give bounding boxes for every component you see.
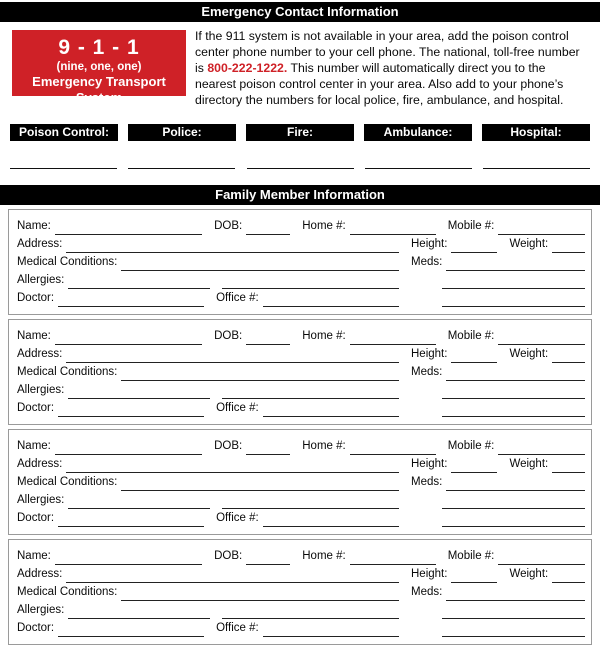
911-subtitle: Emergency Transport System (32, 74, 166, 105)
member-row-doctor (17, 289, 585, 307)
medical-conditions-field-line[interactable] (121, 367, 399, 381)
office-phone-label: Office #: (216, 512, 259, 524)
doctor-label: Doctor: (17, 622, 55, 634)
family-section-header-bar (0, 185, 600, 205)
weight-field-line[interactable] (552, 569, 585, 583)
911-number: 9 - 1 - 1 (58, 36, 140, 59)
meds-label: Meds: (411, 256, 443, 268)
dob-label: DOB: (214, 220, 243, 232)
meds-group (399, 474, 585, 491)
meds-field-line[interactable] (446, 477, 585, 491)
home-phone-field-line[interactable] (350, 551, 436, 565)
height-field-line[interactable] (451, 349, 497, 363)
meds-continuation-group (399, 513, 585, 527)
home-phone-field-line[interactable] (350, 441, 436, 455)
meds-continuation-line[interactable] (442, 605, 585, 619)
mobile-phone-field-line[interactable] (498, 221, 585, 235)
member-row-name (17, 437, 585, 455)
home-phone-label: Home #: (302, 440, 346, 452)
office-phone-field-line[interactable] (263, 403, 399, 417)
weight-label: Weight: (509, 458, 549, 470)
allergies-group (17, 272, 399, 289)
member-row-address (17, 235, 585, 253)
name-label: Name: (17, 440, 51, 452)
contact-label-box: Poison Control: (10, 124, 118, 141)
instructions-paragraph (195, 28, 588, 108)
address-field-line[interactable] (66, 459, 399, 473)
meds-continuation-group (399, 385, 585, 399)
meds-continuation-group (399, 623, 585, 637)
medical-conditions-group (17, 364, 399, 381)
meds-group (399, 364, 585, 381)
allergies-continuation-line[interactable] (222, 495, 399, 509)
address-group (17, 346, 399, 363)
address-field-line[interactable] (66, 349, 399, 363)
medical-conditions-label: Medical Conditions: (17, 366, 118, 378)
doctor-label: Doctor: (17, 402, 55, 414)
meds-label: Meds: (411, 586, 443, 598)
allergies-continuation-line[interactable] (222, 275, 399, 289)
member-row-address (17, 345, 585, 363)
allergies-label: Allergies: (17, 604, 65, 616)
height-field-line[interactable] (451, 239, 497, 253)
height-weight-group (399, 456, 585, 473)
contact-writein-line[interactable] (128, 168, 235, 169)
mobile-phone-label: Mobile #: (447, 440, 495, 452)
allergies-field-line[interactable] (68, 385, 210, 399)
meds-continuation-line[interactable] (442, 495, 585, 509)
member-row-medical (17, 473, 585, 491)
doctor-label: Doctor: (17, 512, 55, 524)
address-group (17, 456, 399, 473)
medical-conditions-label: Medical Conditions: (17, 476, 118, 488)
allergies-field-line[interactable] (68, 495, 210, 509)
allergies-group (17, 492, 399, 509)
member-row-doctor (17, 399, 585, 417)
address-field-line[interactable] (66, 569, 399, 583)
mobile-phone-label: Mobile #: (447, 330, 495, 342)
medical-conditions-group (17, 474, 399, 491)
weight-label: Weight: (509, 348, 549, 360)
dob-field-line[interactable] (246, 551, 290, 565)
meds-field-line[interactable] (446, 257, 585, 271)
page-title: Emergency Contact Information (201, 4, 399, 19)
dob-field-line[interactable] (246, 441, 290, 455)
member-row-name (17, 547, 585, 565)
meds-group (399, 584, 585, 601)
mobile-phone-field-line[interactable] (498, 551, 585, 565)
home-phone-label: Home #: (302, 330, 346, 342)
intro-section (12, 30, 588, 108)
address-field-line[interactable] (66, 239, 399, 253)
height-label: Height: (411, 458, 448, 470)
address-group (17, 236, 399, 253)
name-field-line[interactable] (55, 331, 202, 345)
mobile-phone-label: Mobile #: (447, 550, 495, 562)
name-label: Name: (17, 220, 51, 232)
meds-continuation-group (399, 403, 585, 417)
dob-label: DOB: (214, 550, 243, 562)
address-label: Address: (17, 238, 63, 250)
office-phone-label: Office #: (216, 622, 259, 634)
height-weight-group (399, 346, 585, 363)
height-weight-group (399, 236, 585, 253)
height-label: Height: (411, 568, 448, 580)
allergies-field-line[interactable] (68, 275, 210, 289)
meds-continuation-line[interactable] (442, 275, 585, 289)
contact-writein-lines-row (10, 168, 590, 169)
mobile-phone-label: Mobile #: (447, 220, 495, 232)
contact-label-box: Fire: (246, 124, 354, 141)
family-members-list (8, 209, 592, 645)
dob-label: DOB: (214, 330, 243, 342)
address-group (17, 566, 399, 583)
medical-conditions-field-line[interactable] (121, 477, 399, 491)
poison-control-phone-number: 800-222-1222. (207, 61, 288, 75)
allergies-group (17, 382, 399, 399)
weight-field-line[interactable] (552, 349, 585, 363)
office-phone-field-line[interactable] (263, 513, 399, 527)
instructions-text-before: If the 911 system is not available in your area, add the poison control center phone number to your cell phone. The national, toll-free number is (195, 29, 580, 75)
contact-writein-line[interactable] (10, 168, 117, 169)
name-field-line[interactable] (55, 441, 202, 455)
medical-conditions-group (17, 584, 399, 601)
instructions-text-after: This number will automatically direct you to the nearest poison control center in your area. Also add to your phone’s directory the numbers for local police, fire, ambulance, and hospital. (195, 61, 564, 107)
height-weight-group (399, 566, 585, 583)
meds-continuation-group (399, 275, 585, 289)
doctor-group (17, 290, 399, 307)
weight-label: Weight: (509, 568, 549, 580)
contact-label-box: Hospital: (482, 124, 590, 141)
meds-continuation-group (399, 605, 585, 619)
allergies-continuation-line[interactable] (222, 385, 399, 399)
medical-conditions-label: Medical Conditions: (17, 586, 118, 598)
medical-conditions-label: Medical Conditions: (17, 256, 118, 268)
member-row-allergies (17, 491, 585, 509)
member-row-doctor (17, 509, 585, 527)
home-phone-label: Home #: (302, 550, 346, 562)
meds-continuation-line[interactable] (442, 513, 585, 527)
contact-labels-row (10, 124, 590, 141)
member-row-medical (17, 583, 585, 601)
doctor-field-line[interactable] (58, 513, 204, 527)
doctor-group (17, 400, 399, 417)
meds-continuation-group (399, 293, 585, 307)
doctor-group (17, 510, 399, 527)
home-phone-field-line[interactable] (350, 331, 436, 345)
height-field-line[interactable] (451, 569, 497, 583)
name-label: Name: (17, 330, 51, 342)
height-label: Height: (411, 238, 448, 250)
member-card (8, 429, 592, 535)
member-row-medical (17, 363, 585, 381)
doctor-field-line[interactable] (58, 403, 204, 417)
dob-field-line[interactable] (246, 221, 290, 235)
meds-continuation-line[interactable] (442, 385, 585, 399)
office-phone-field-line[interactable] (263, 623, 399, 637)
member-row-allergies (17, 381, 585, 399)
mobile-phone-field-line[interactable] (498, 441, 585, 455)
meds-continuation-line[interactable] (442, 293, 585, 307)
home-phone-field-line[interactable] (350, 221, 436, 235)
member-card (8, 209, 592, 315)
contact-writein-line[interactable] (365, 168, 472, 169)
allergies-label: Allergies: (17, 274, 65, 286)
member-row-allergies (17, 601, 585, 619)
office-phone-field-line[interactable] (263, 293, 399, 307)
member-card (8, 319, 592, 425)
weight-label: Weight: (509, 238, 549, 250)
doctor-label: Doctor: (17, 292, 55, 304)
dob-label: DOB: (214, 440, 243, 452)
height-field-line[interactable] (451, 459, 497, 473)
allergies-label: Allergies: (17, 384, 65, 396)
medical-conditions-group (17, 254, 399, 271)
office-phone-label: Office #: (216, 292, 259, 304)
dob-field-line[interactable] (246, 331, 290, 345)
meds-continuation-line[interactable] (442, 403, 585, 417)
weight-field-line[interactable] (552, 239, 585, 253)
home-phone-label: Home #: (302, 220, 346, 232)
contact-label-box: Ambulance: (364, 124, 472, 141)
page-header-bar (0, 2, 600, 22)
allergies-group (17, 602, 399, 619)
meds-label: Meds: (411, 476, 443, 488)
member-row-name (17, 217, 585, 235)
member-row-address (17, 565, 585, 583)
name-label: Name: (17, 550, 51, 562)
allergies-field-line[interactable] (68, 605, 210, 619)
allergies-label: Allergies: (17, 494, 65, 506)
contact-writein-line[interactable] (247, 168, 354, 169)
meds-continuation-group (399, 495, 585, 509)
height-label: Height: (411, 348, 448, 360)
name-field-line[interactable] (55, 551, 202, 565)
member-row-doctor (17, 619, 585, 637)
name-field-line[interactable] (55, 221, 202, 235)
mobile-phone-field-line[interactable] (498, 331, 585, 345)
weight-field-line[interactable] (552, 459, 585, 473)
address-label: Address: (17, 348, 63, 360)
911-emergency-box (12, 30, 186, 105)
doctor-field-line[interactable] (58, 293, 204, 307)
911-number-words: (nine, one, one) (56, 61, 142, 73)
member-row-allergies (17, 271, 585, 289)
allergies-continuation-line[interactable] (222, 605, 399, 619)
member-row-name (17, 327, 585, 345)
doctor-field-line[interactable] (58, 623, 204, 637)
meds-field-line[interactable] (446, 367, 585, 381)
address-label: Address: (17, 458, 63, 470)
office-phone-label: Office #: (216, 402, 259, 414)
meds-label: Meds: (411, 366, 443, 378)
member-row-medical (17, 253, 585, 271)
contact-writein-line[interactable] (483, 168, 590, 169)
medical-conditions-field-line[interactable] (121, 587, 399, 601)
member-row-address (17, 455, 585, 473)
contact-label-box: Police: (128, 124, 236, 141)
meds-field-line[interactable] (446, 587, 585, 601)
meds-group (399, 254, 585, 271)
meds-continuation-line[interactable] (442, 623, 585, 637)
family-section-title: Family Member Information (215, 187, 385, 202)
medical-conditions-field-line[interactable] (121, 257, 399, 271)
address-label: Address: (17, 568, 63, 580)
member-card (8, 539, 592, 645)
